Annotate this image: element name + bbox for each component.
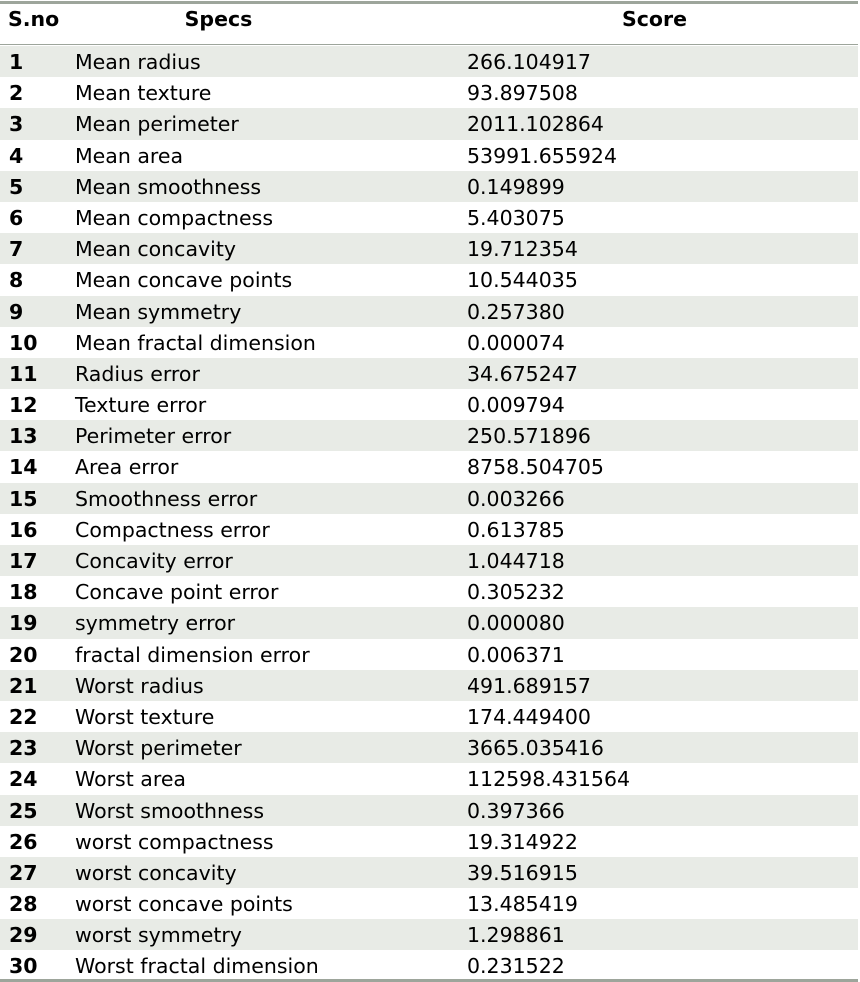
row-sno: 16 [9, 517, 38, 542]
table-row [0, 701, 858, 732]
row-sno: 7 [9, 237, 24, 262]
row-spec: Area error [75, 455, 179, 480]
row-score: 10.544035 [467, 268, 578, 293]
row-score: 39.516915 [467, 860, 578, 885]
row-spec: Mean texture [75, 81, 212, 106]
row-spec: Worst smoothness [75, 798, 265, 823]
row-sno: 9 [9, 299, 24, 324]
row-score: 34.675247 [467, 361, 578, 386]
row-spec: worst concave points [75, 892, 293, 917]
row-sno: 28 [9, 892, 38, 917]
header-score: Score [621, 7, 687, 31]
row-spec: worst concavity [75, 860, 237, 885]
row-spec: worst symmetry [75, 923, 242, 948]
row-spec: Mean smoothness [75, 174, 262, 199]
row-score: 53991.655924 [467, 143, 617, 168]
table-row [0, 919, 858, 950]
row-sno: 12 [9, 393, 38, 418]
row-sno: 6 [9, 205, 24, 230]
row-spec: Concavity error [75, 549, 233, 573]
row-sno: 21 [9, 673, 38, 698]
row-spec: fractal dimension error [75, 642, 310, 667]
row-score: 266.104917 [467, 50, 591, 74]
table-row [0, 389, 858, 420]
row-sno: 18 [9, 580, 38, 605]
row-score: 8758.504705 [467, 455, 604, 480]
row-score: 0.006371 [467, 642, 565, 667]
row-spec: Mean fractal dimension [75, 330, 316, 355]
row-spec: Mean radius [75, 50, 201, 74]
row-spec: Texture error [75, 393, 207, 418]
row-sno: 27 [9, 860, 38, 885]
table-header [0, 4, 858, 45]
row-spec: Compactness error [75, 517, 270, 542]
row-score: 0.305232 [467, 580, 565, 605]
row-sno: 17 [9, 549, 38, 573]
row-score: 13.485419 [467, 892, 578, 917]
row-spec: Worst fractal dimension [75, 954, 319, 979]
row-spec: Mean symmetry [75, 299, 242, 324]
row-spec: symmetry error [75, 611, 236, 636]
table-row [0, 77, 858, 108]
table-row [0, 795, 858, 826]
row-score: 250.571896 [467, 424, 591, 449]
header-sno: S.no [8, 7, 60, 31]
row-sno: 19 [9, 611, 38, 636]
table-row [0, 670, 858, 701]
row-score: 0.003266 [467, 486, 565, 511]
table-row [0, 576, 858, 607]
row-sno: 14 [9, 455, 38, 480]
row-spec: Worst texture [75, 704, 215, 729]
row-sno: 11 [9, 361, 38, 386]
row-spec: Worst radius [75, 673, 204, 698]
row-sno: 4 [9, 143, 24, 168]
row-score: 5.403075 [467, 205, 565, 230]
table-row [0, 296, 858, 327]
table-row [0, 826, 858, 857]
table-row [0, 420, 858, 451]
row-score: 0.000074 [467, 330, 565, 355]
row-sno: 25 [9, 798, 38, 823]
table-row [0, 483, 858, 514]
row-score: 0.231522 [467, 954, 565, 979]
row-sno: 5 [9, 174, 24, 199]
row-sno: 15 [9, 486, 38, 511]
row-spec: Mean concave points [75, 268, 293, 293]
row-score: 0.000080 [467, 611, 565, 636]
row-score: 1.298861 [467, 923, 565, 948]
row-score: 174.449400 [467, 704, 591, 729]
table-row [0, 950, 858, 981]
table-row [0, 857, 858, 888]
row-spec: worst compactness [75, 829, 274, 854]
row-score: 0.613785 [467, 517, 565, 542]
table-row [0, 46, 858, 77]
row-spec: Mean concavity [75, 237, 237, 262]
table-row [0, 732, 858, 763]
row-score: 19.314922 [467, 829, 578, 854]
row-spec: Radius error [75, 361, 200, 386]
table-row [0, 763, 858, 794]
row-spec: Mean area [75, 143, 184, 168]
header-specs: Specs [184, 7, 253, 31]
table-row [0, 202, 858, 233]
table-row [0, 639, 858, 670]
row-sno: 1 [9, 50, 24, 74]
row-sno: 20 [9, 642, 38, 667]
table-row [0, 171, 858, 202]
row-sno: 29 [9, 923, 38, 948]
table-row [0, 514, 858, 545]
row-score: 491.689157 [467, 673, 591, 698]
row-score: 0.397366 [467, 798, 565, 823]
table-row [0, 264, 858, 295]
row-score: 2011.102864 [467, 112, 604, 137]
row-sno: 24 [9, 767, 38, 792]
table-row [0, 607, 858, 638]
row-sno: 13 [9, 424, 38, 449]
row-sno: 26 [9, 829, 38, 854]
row-sno: 10 [9, 330, 38, 355]
row-sno: 23 [9, 736, 38, 761]
row-score: 1.044718 [467, 549, 565, 573]
table-row [0, 888, 858, 919]
row-score: 112598.431564 [467, 767, 631, 792]
row-sno: 30 [9, 954, 38, 979]
row-spec: Worst perimeter [75, 736, 242, 761]
row-score: 0.149899 [467, 174, 565, 199]
row-sno: 8 [9, 268, 24, 293]
row-sno: 2 [9, 81, 24, 106]
row-spec: Concave point error [75, 580, 279, 605]
table-row [0, 545, 858, 576]
row-score: 0.257380 [467, 299, 565, 324]
table-row [0, 358, 858, 389]
row-score: 93.897508 [467, 81, 578, 106]
row-spec: Mean perimeter [75, 112, 239, 137]
row-score: 3665.035416 [467, 736, 604, 761]
table-body [0, 46, 858, 982]
row-sno: 22 [9, 704, 38, 729]
row-spec: Smoothness error [75, 486, 258, 511]
table-row [0, 451, 858, 482]
row-sno: 3 [9, 112, 24, 137]
row-spec: Worst area [75, 767, 186, 792]
row-spec: Perimeter error [75, 424, 232, 449]
table-row [0, 140, 858, 171]
table-row [0, 108, 858, 139]
table-row [0, 327, 858, 358]
row-score: 0.009794 [467, 393, 565, 418]
row-score: 19.712354 [467, 237, 578, 262]
row-spec: Mean compactness [75, 205, 274, 230]
table-row [0, 233, 858, 264]
